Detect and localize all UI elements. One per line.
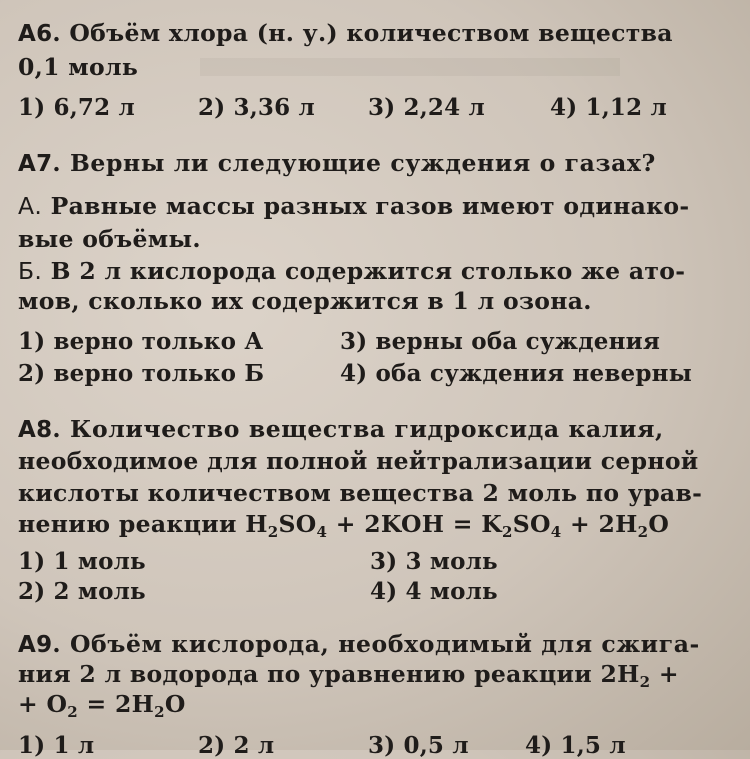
bleed-through-shade: [200, 58, 620, 76]
a8-reaction-equation: [18, 510, 670, 541]
a7-statement-b-line2: мов, сколько их содержится в 1 л озона.: [18, 287, 592, 315]
a9-answer-3: 3) 0,5 л: [368, 732, 469, 759]
a8-eq-sub: 4: [316, 523, 328, 541]
a7-statement-b-prefix: Б.: [18, 257, 43, 285]
a6-answer-3: 3) 2,24 л: [368, 94, 485, 121]
a9-eq-part: + O: [18, 690, 68, 718]
a9-question-line3: [18, 690, 186, 721]
a7-statement-b-line1: [18, 257, 686, 285]
a9-eq-part: O: [164, 690, 186, 718]
a8-eq-sub: 2: [501, 523, 513, 541]
a8-answer-3: 3) 3 моль: [370, 548, 498, 575]
a8-answer-2: 2) 2 моль: [18, 578, 146, 605]
a8-eq-part: SO: [278, 510, 317, 538]
a6-answer-4: 4) 1,12 л: [550, 94, 667, 121]
a7-statement-a-line2: вые объёмы.: [18, 225, 201, 253]
a9-eq-sub: 2: [154, 703, 165, 721]
a9-answer-2: 2) 2 л: [198, 732, 275, 759]
a7-statement-a-text: Равные массы разных газов имеют одинако-: [42, 192, 690, 220]
a8-eq-sub: 2: [637, 523, 649, 541]
a6-text-1: . Объём хлора (н. у.) количеством вещества: [52, 19, 673, 47]
a7-question-text: . Верны ли следующие суждения о газах?: [52, 149, 656, 177]
a8-text-1: . Количество вещества гидроксида калия,: [52, 415, 664, 443]
a9-eq-sub: 2: [639, 673, 651, 691]
a6-tag: A6: [18, 21, 53, 47]
a9-eq-part: +: [650, 660, 679, 688]
a9-answer-1: 1) 1 л: [18, 732, 95, 759]
a9-answer-4: 4) 1,5 л: [525, 732, 626, 759]
a8-eq-part: нению реакции H: [18, 510, 268, 538]
a6-question-line1: [18, 19, 673, 47]
a7-statement-b-text: В 2 л кислорода содержится столько же ато-: [42, 257, 686, 285]
a6-answer-2: 2) 3,36 л: [198, 94, 315, 121]
a8-eq-part: SO: [512, 510, 551, 538]
a9-question-line1: [18, 630, 700, 658]
a8-tag: A8: [18, 417, 53, 443]
a7-question: [18, 149, 656, 177]
a8-eq-part: + 2KOH = K: [327, 510, 502, 538]
a9-tag: A9: [18, 632, 53, 658]
a7-statement-a-line1: [18, 192, 690, 220]
a8-question-line2: необходимое для полной нейтрализации серной: [18, 447, 699, 475]
a8-eq-part: O: [648, 510, 670, 538]
a9-eq-part: ния 2 л водорода по уравнению реакции 2H: [18, 660, 640, 688]
a8-answer-4: 4) 4 моль: [370, 578, 498, 605]
a9-eq-part: = 2H: [78, 690, 155, 718]
a7-answer-3: 3) верны оба суждения: [340, 328, 661, 355]
a6-question-line2: 0,1 моль: [18, 53, 139, 81]
a7-tag: A7: [18, 151, 53, 177]
a7-answer-1: 1) верно только А: [18, 328, 264, 355]
a7-statement-a-prefix: А.: [18, 192, 43, 220]
a9-text-1: . Объём кислорода, необходимый для сжига-: [52, 630, 700, 658]
a6-answer-1: 1) 6,72 л: [18, 94, 135, 121]
a8-eq-sub: 4: [550, 523, 562, 541]
a9-question-line2: [18, 660, 679, 691]
a8-question-line1: [18, 415, 664, 443]
a7-answer-2: 2) верно только Б: [18, 360, 265, 387]
a8-question-line3: кислоты количеством вещества 2 моль по урав-: [18, 479, 703, 507]
a7-answer-4: 4) оба суждения неверны: [340, 360, 692, 387]
a8-eq-sub: 2: [267, 523, 279, 541]
a8-eq-part: + 2H: [561, 510, 638, 538]
a9-eq-sub: 2: [67, 703, 78, 721]
a8-answer-1: 1) 1 моль: [18, 548, 146, 575]
